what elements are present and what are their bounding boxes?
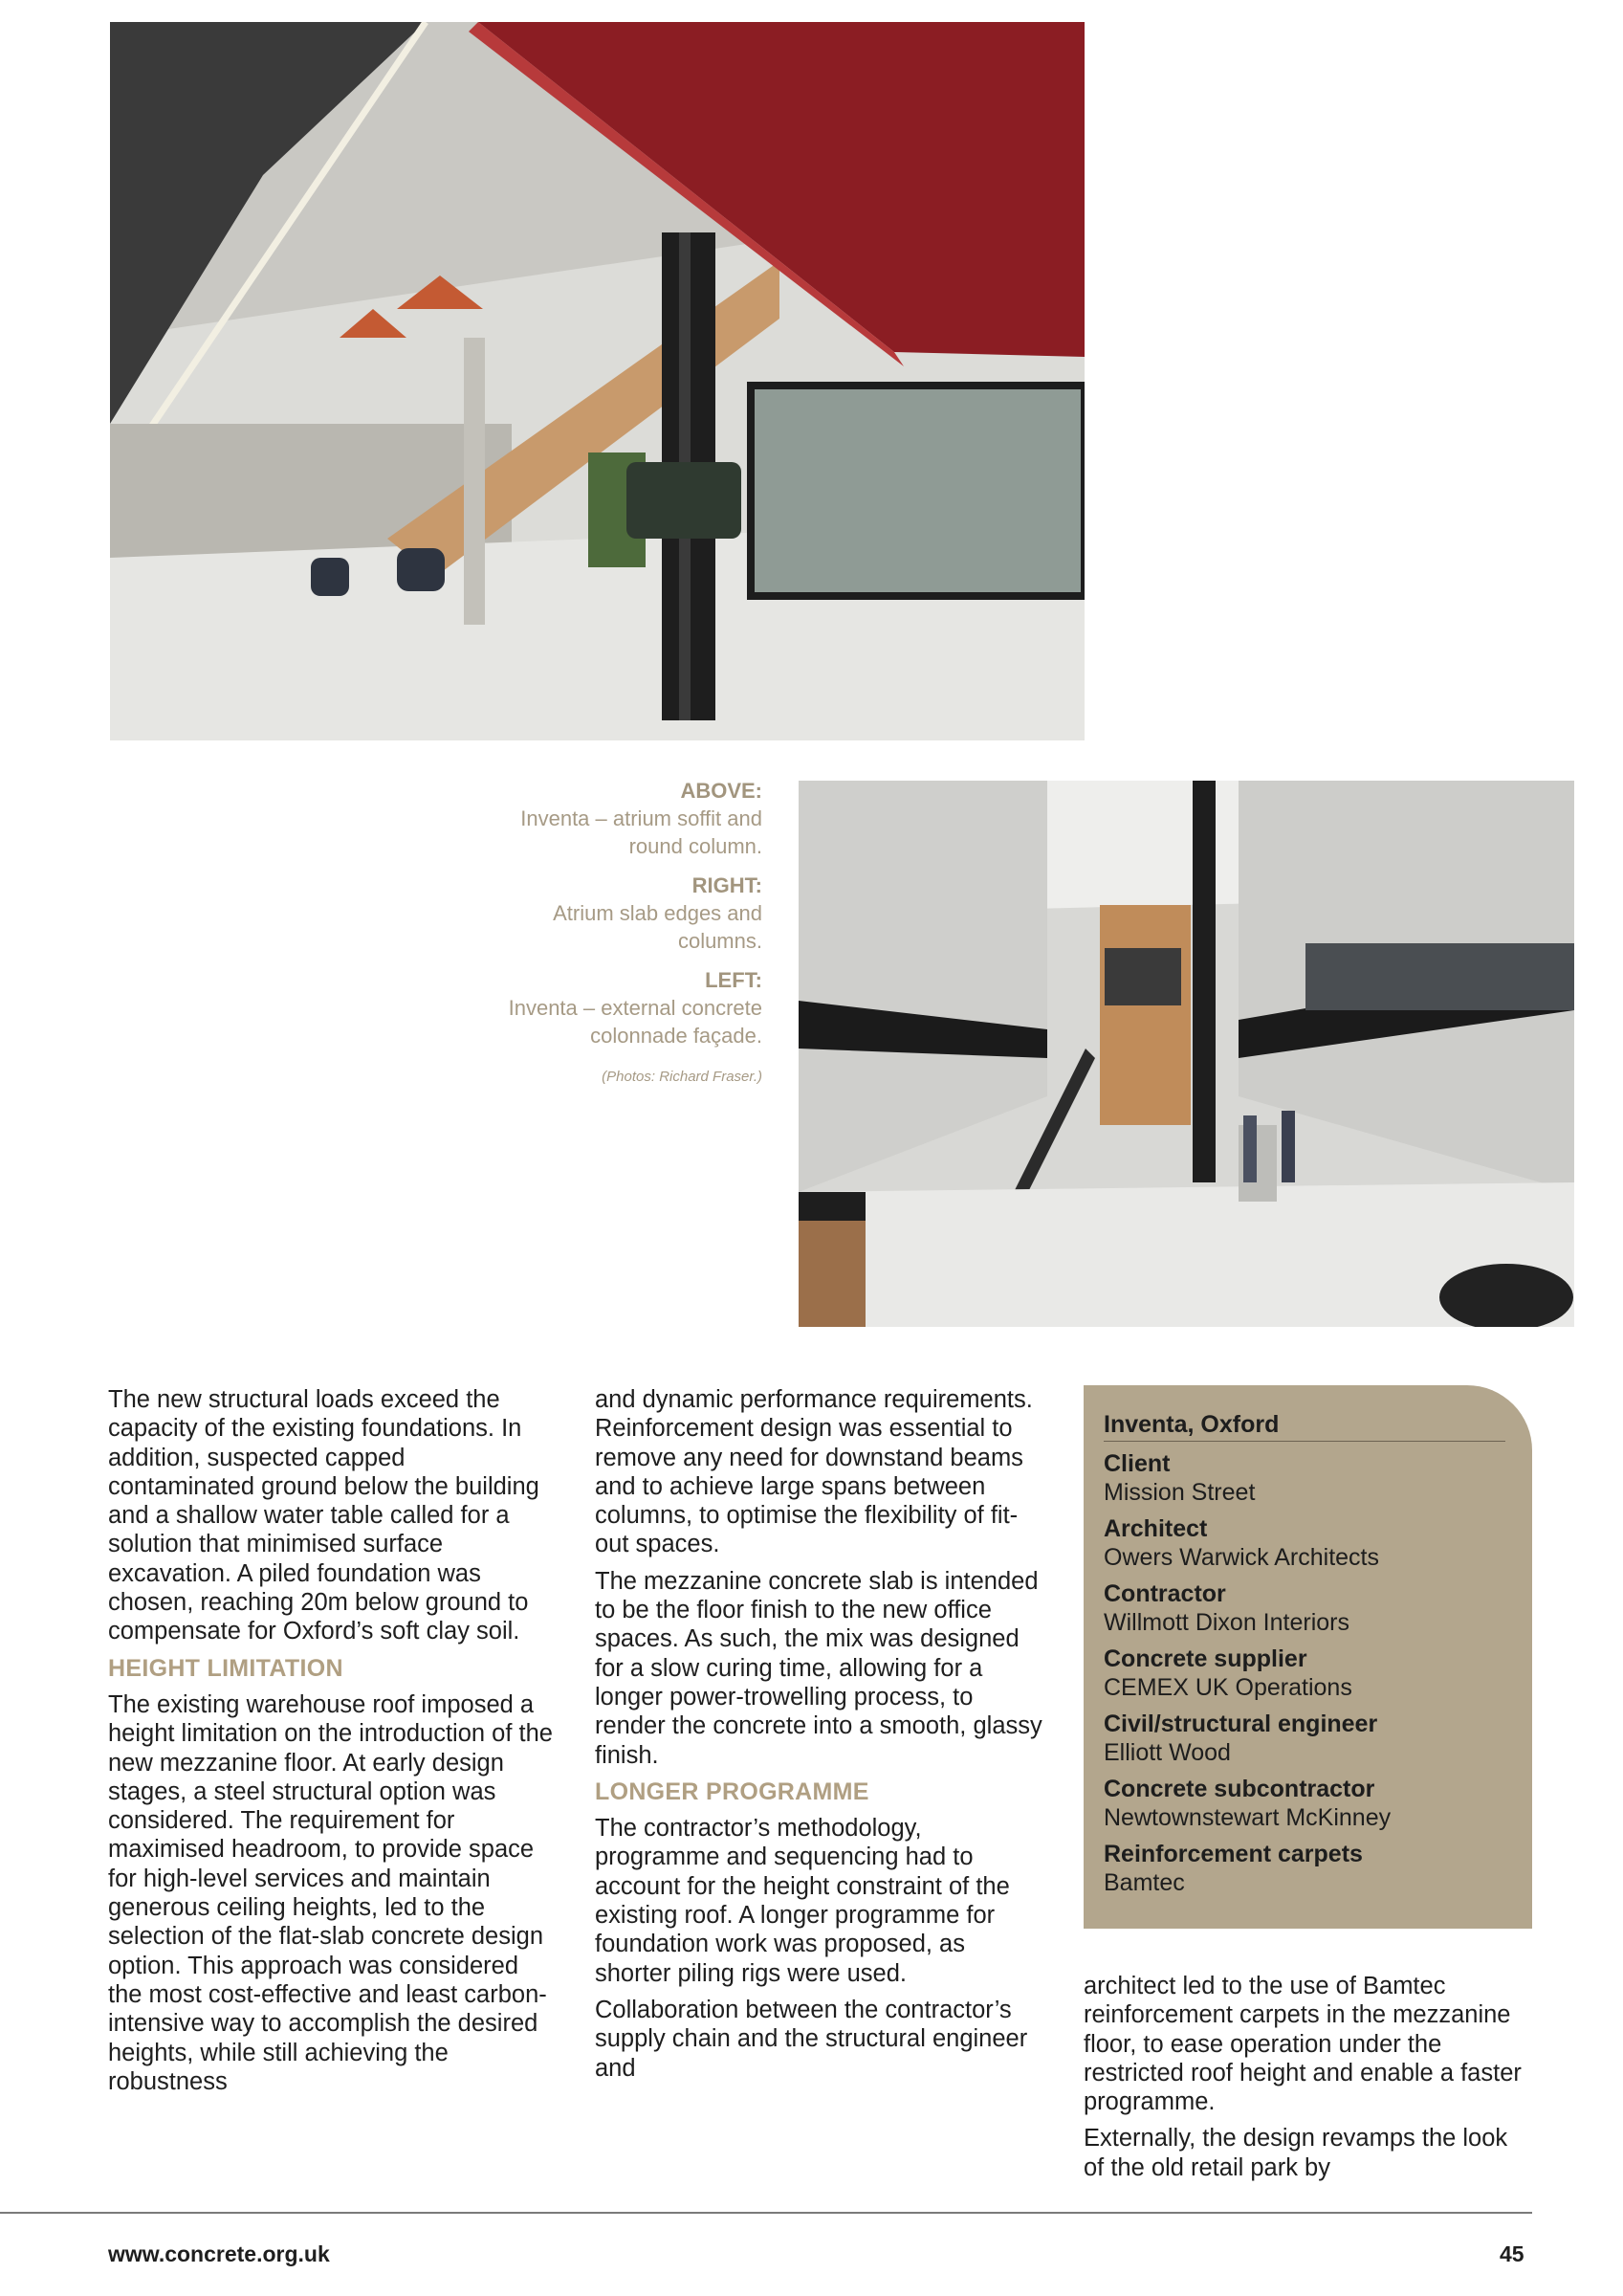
body-paragraph: Collaboration between the contractor’s supply chain and the structural engineer and xyxy=(595,1996,1028,2082)
info-value-concrete-supplier: CEMEX UK Operations xyxy=(1104,1674,1352,1701)
photo-captions xyxy=(497,777,762,1091)
footer-website-link[interactable]: www.concrete.org.uk xyxy=(108,2241,330,2266)
project-info-box xyxy=(1084,1385,1532,1929)
caption-heading-above: ABOVE: xyxy=(680,779,762,803)
info-label-reinforcement-carpets: Reinforcement carpets xyxy=(1104,1841,1363,1867)
info-value-concrete-subcontractor: Newtownstewart McKinney xyxy=(1104,1804,1392,1831)
info-value-structural-engineer: Elliott Wood xyxy=(1104,1739,1231,1766)
body-paragraph: The existing warehouse roof imposed a height limitation on the introduction of the new mezzanine floor. At early design stages, a steel structural option was considered. The requirement for maximised headroom, to provide space for high-level services and maintain generous ceiling heights, led to the selection of the flat-slab concrete design option. This approach was considered the most cost-effective and least carbon-intensive way to accomplish the desired heights, while still achieving the robustness xyxy=(108,1690,553,2095)
info-value-reinforcement-carpets: Bamtec xyxy=(1104,1869,1185,1896)
caption-heading-left: LEFT: xyxy=(705,968,762,992)
body-column-1 xyxy=(108,1385,558,2104)
caption-text-left: Inventa – external concrete colonnade façade. xyxy=(508,996,762,1048)
photo-atrium-soffit xyxy=(110,22,1085,740)
body-column-3 xyxy=(1084,1972,1533,2190)
body-paragraph: The contractor’s methodology, programme and sequencing had to account for the height constraint of the existing roof. A longer programme for foundation work was proposed, as shorter piling rigs were used. xyxy=(595,1815,1010,1987)
page-number: 45 xyxy=(1500,2241,1524,2266)
photo-credit: (Photos: Richard Fraser.) xyxy=(602,1069,762,1085)
info-label-client: Client xyxy=(1104,1450,1171,1477)
section-heading-longer-programme: LONGER PROGRAMME xyxy=(595,1777,869,1805)
body-paragraph: and dynamic performance requirements. Reinforcement design was essential to remove any need for downstand beams and to achieve large spans between columns, to optimise the flexibility of fit-out spaces. xyxy=(595,1386,1033,1558)
info-label-structural-engineer: Civil/structural engineer xyxy=(1104,1711,1378,1737)
info-value-architect: Owers Warwick Architects xyxy=(1104,1544,1380,1571)
caption-text-above: Inventa – atrium soffit and round column. xyxy=(520,806,762,858)
body-paragraph: The mezzanine concrete slab is intended to be the floor finish to the new office spaces. As such, the mix was designed for a slow curing time, allowing for a longer power-trowelling process, to render the concrete into a smooth, glassy finish. xyxy=(595,1567,1042,1769)
footer-divider xyxy=(0,2212,1532,2214)
body-paragraph: architect led to the use of Bamtec reinforcement carpets in the mezzanine floor, to ease operation under the restricted roof height and enable a faster programme. xyxy=(1084,1973,1522,2116)
info-value-client: Mission Street xyxy=(1104,1479,1256,1506)
info-label-concrete-supplier: Concrete supplier xyxy=(1104,1645,1307,1672)
photo-atrium-slab-edges xyxy=(799,781,1574,1327)
body-paragraph: The new structural loads exceed the capacity of the existing foundations. In addition, suspected capped contaminated ground below the building and a shallow water table called for a solution that minimised surface excavation. A piled foundation was chosen, reaching 20m below ground to compensate for Oxford’s soft clay soil. xyxy=(108,1386,539,1645)
info-value-contractor: Willmott Dixon Interiors xyxy=(1104,1609,1349,1636)
caption-text-right: Atrium slab edges and columns. xyxy=(553,901,762,953)
info-label-concrete-subcontractor: Concrete subcontractor xyxy=(1104,1776,1375,1802)
caption-heading-right: RIGHT: xyxy=(691,873,762,897)
section-heading-height-limitation: HEIGHT LIMITATION xyxy=(108,1654,343,1682)
info-box-title: Inventa, Oxford xyxy=(1104,1410,1505,1442)
body-column-2 xyxy=(595,1385,1044,2090)
info-label-contractor: Contractor xyxy=(1104,1580,1226,1607)
body-paragraph: Externally, the design revamps the look of the old retail park by xyxy=(1084,2125,1508,2181)
info-label-architect: Architect xyxy=(1104,1515,1208,1542)
